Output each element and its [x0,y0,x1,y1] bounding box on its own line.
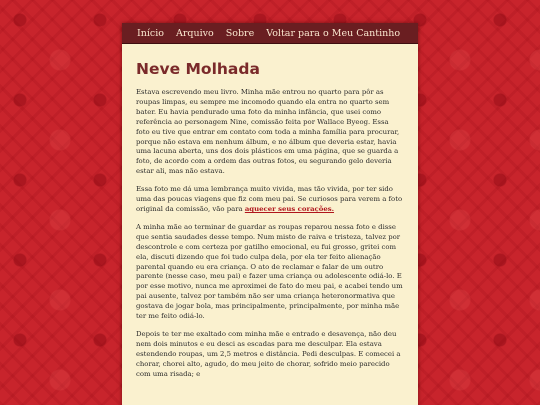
post-paragraph-4: Depois te ter me exaltado com minha mãe e entrado e desavença, não deu nem dois minutos e eu desci as escadas para me desculpar. Ela estava estendendo roupas, um 2,5 metros e distância. Pedi desculpas. E comecei a chorar, chorei alto, agudo, do meu jeito de chorar, sofrido meio parecido com uma risada; e [136,329,401,378]
post-paragraph-2 [136,185,404,215]
post-content [122,44,418,405]
post-paragraph-3: A minha mãe ao terminar de guardar as roupas reparou nessa foto e disse que sentia saudades desse tempo. Num misto de raiva e tristeza, talvez por descontrole e com certeza por gatilho emocional, eu fui grosso, gritei com ela, discuti dizendo que foi tudo culpa dela, por ela ter feito alienação parental quando eu era criança. O ato de reclamar e falar de um outro parente (nesse caso, meu pai) e fazer uma criança ou adolescente odiá-lo. E por esse motivo, nunca me aproximei de fato do meu pai, e acabei tendo um pai ausente, talvez por também não ser uma criança heteronormativa que gostava de jogar bola, mas principalmente, principalmente, por minha mãe ter me feito odiá-lo. [136,222,403,321]
post-paragraph-2-text: Essa foto me dá uma lembrança muito vivida, mas tão vivida, por ter sido uma das poucas viagens que fiz com meu pai. Se curiosos para verem a foto original da comissão, vão para [136,185,403,213]
nav-link-voltar[interactable]: Voltar para o Meu Cantinho [266,27,401,39]
nav-link-arquivo[interactable]: Arquivo [176,27,214,39]
nav-link-inicio[interactable]: Início [137,27,164,39]
post-paragraph-1: Estava escrevendo meu livro. Minha mãe entrou no quarto para pôr as roupas limpas, eu sempre me incomodo quando ela entra no quarto sem bater. Eu havia pendurado uma foto da minha infância, que usei como referência ao personagem Nine, comissão feita por Wallace Byeog. Essa foto eu tive que entrar em contato com toda a minha família para procurar, porque não estava em nenhum álbum, e no álbum que deveria estar, havia uma lacuna aberta, uns dos dois plásticos em uma página, que se guarda a foto, de acordo com a ordem das outras fotos, eu segurando gelo deveria estar ali, mas não estava. [136,88,400,176]
post-title: Neve Molhada [136,60,260,78]
nav-link-sobre[interactable]: Sobre [225,27,255,39]
page-container [122,23,418,405]
aquecer-link[interactable]: aquecer seus corações. [244,204,335,213]
top-nav [122,23,418,44]
